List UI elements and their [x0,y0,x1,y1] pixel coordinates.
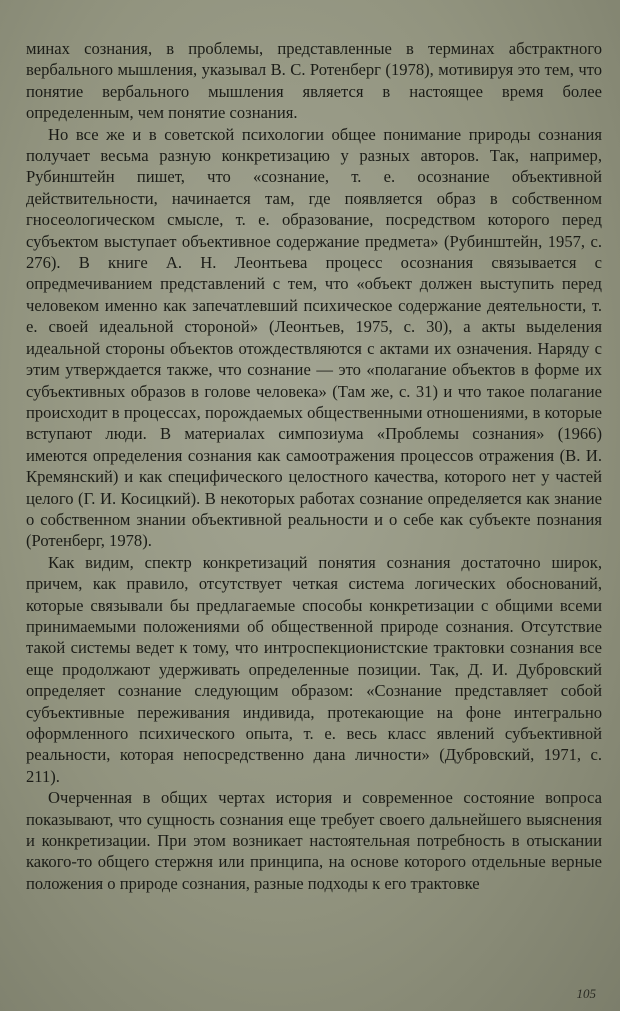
paragraph-2: Но все же и в советской психологии общее понимание природы сознания получает весьма разную конкретизацию у разных авторов. Так, например, Рубинштейн пишет, что «сознание, т. е. осознание объективной действительности, начинается там, где появляется образ в собственном гносеологическом смысле, т. е. образование, посредством которого перед субъектом выступает объективное содержание предмета» (Рубинштейн, 1957, с. 276). В книге А. Н. Леонтьева процесс осознания связывается с опредмечиванием представлений с тем, что «объект должен выступить перед человеком именно как запечатлевший психическое содержание деятельности, т. е. своей идеальной стороной» (Леонтьев, 1975, с. 30), а акты выделения идеальной стороны объектов отождествляются с актами их означения. Наряду с этим утверждается также, что сознание — это «полагание объектов в форме их субъективных образов в голове человека» (Там же, с. 31) и что такое полагание происходит в процессах, порождаемых общественными отношениями, в которые вступают люди. В материалах симпозиума «Проблемы сознания» (1966) имеются определения сознания как самоотражения процессов отражения (В. И. Кремянский) и как специфического целостного качества, которого нет у частей целого (Г. И. Косицкий). В некоторых работах сознание определяется как знание о собственном знании объективной реальности и о себе как субъекте познания (Ротенберг, 1978). [26,124,602,551]
page-number: 105 [576,986,596,1001]
body-text [26,38,602,894]
paragraph-4: Очерченная в общих чертах история и современное состояние вопроса показывают, что сущность сознания еще требует своего дальнейшего выяснения и конкретизации. При этом возникает настоятельная потребность в отыскании какого-то общего стержня или принципа, на основе которого отдельные верные положения о природе сознания, разные подходы к его трактовке [26,788,602,893]
paragraph-1: минах сознания, в проблемы, представленные в терминах абстрактного вербального мышления, указывал В. С. Ротенберг (1978), мотивируя это тем, что понятие вербального мышления является в настоящее время более определенным, чем понятие сознания. [26,39,602,123]
paragraph-3: Как видим, спектр конкретизаций понятия сознания достаточно широк, причем, как правило, отсутствует четкая система логических обоснований, которые связывали бы предлагаемые способы конкретизации с общими всеми принимаемыми положениями об общественной природе сознания. Отсутствие такой системы ведет к тому, что интроспекционистские трактовки сознания все еще продолжают удерживать определенные позиции. Так, Д. И. Дубровский определяет сознание следующим образом: «Сознание представляет собой субъективные переживания индивида, протекающие на фоне интегрально оформленного психического опыта, т. е. весь класс явлений субъективной реальности, которая непосредственно дана личности» (Дубровский, 1971, с. 211). [26,552,602,786]
